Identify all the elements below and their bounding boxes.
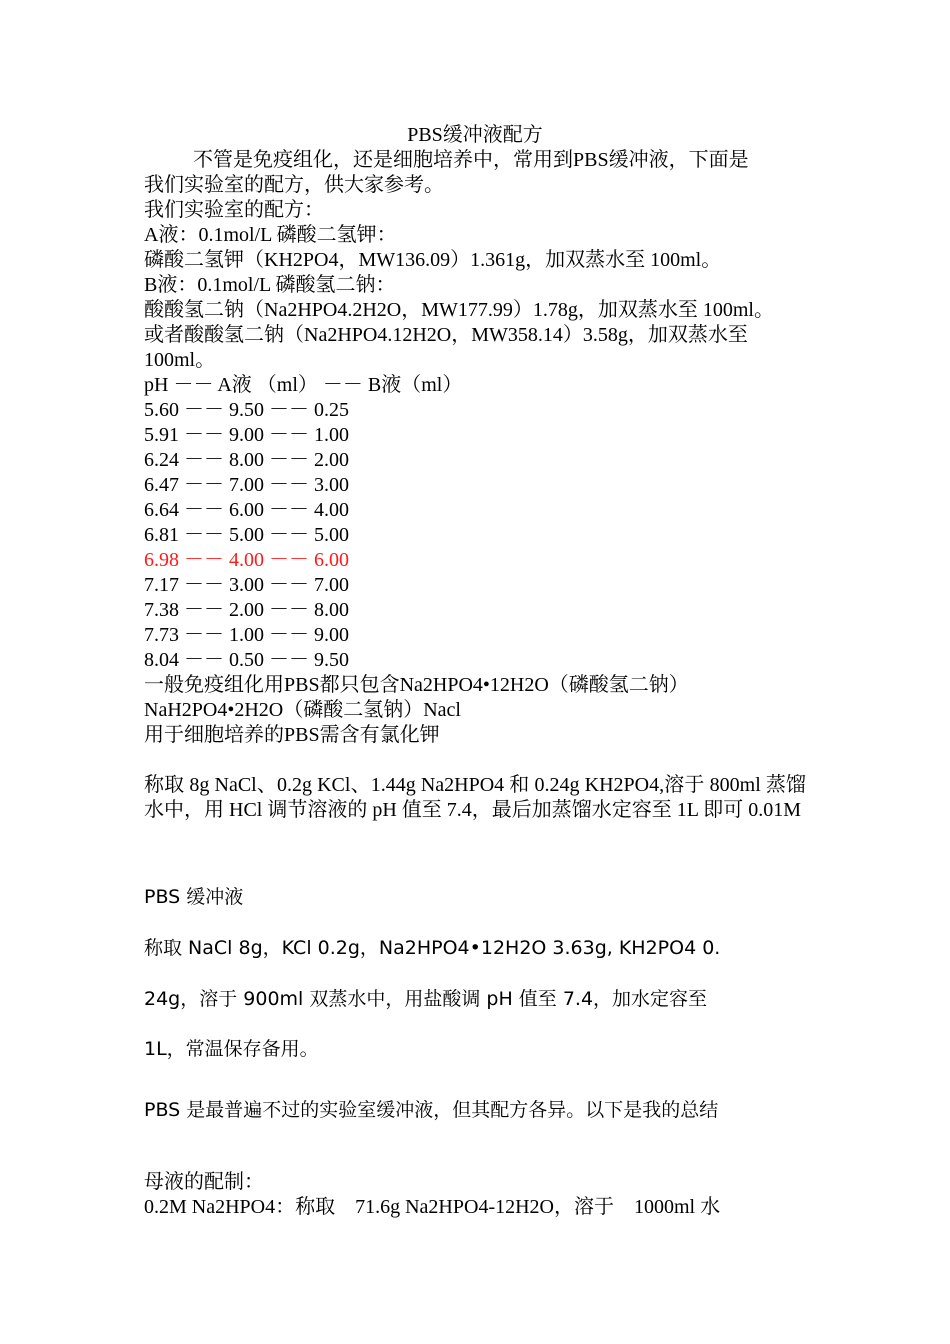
ph-table-row: 7.38 －－ 2.00 －－ 8.00: [144, 599, 349, 621]
ph-table-row-highlighted: 6.98 －－ 4.00 －－ 6.00: [144, 549, 349, 571]
pbs-recipe-line-2: 24g，溶于 900ml 双蒸水中，用盐酸调 pH 值至 7.4，加水定容至: [144, 988, 708, 1010]
ph-table-row: 6.24 －－ 8.00 －－ 2.00: [144, 449, 349, 471]
a-solution-prep: 磷酸二氢钾（KH2PO4，MW136.09）1.361g，加双蒸水至 100ml。: [144, 249, 722, 271]
cell-culture-note: 用于细胞培养的PBS需含有氯化钾: [144, 724, 440, 746]
ph-table-row: 7.73 －－ 1.00 －－ 9.00: [144, 624, 349, 646]
b-solution-prep-1: 酸酸氢二钠（Na2HPO4.2H2O，MW177.99）1.78g，加双蒸水至 100ml。: [144, 299, 774, 321]
b-solution-prep-2: 或者酸酸氢二钠（Na2HPO4.12H2O，MW358.14）3.58g，加双蒸水至: [144, 324, 748, 346]
pbs-recipe-line-3: 1L，常温保存备用。: [144, 1038, 319, 1060]
stock-solution-line: 0.2M Na2HPO4：称取 71.6g Na2HPO4-12H2O，溶于 1000ml 水: [144, 1196, 721, 1218]
b-solution-label: B液：0.1mol/L 磷酸氢二钠：: [144, 274, 396, 296]
immuno-note-line-2: NaH2PO4•2H2O（磷酸二氢钠）Nacl: [144, 699, 461, 721]
ph-table-row: 6.81 －－ 5.00 －－ 5.00: [144, 524, 349, 546]
pbs-recipe-line-1: 称取 NaCl 8g，KCl 0.2g，Na2HPO4•12H2O 3.63g, KH2PO4 0.: [144, 937, 721, 959]
ph-table-row: 6.47 －－ 7.00 －－ 3.00: [144, 474, 349, 496]
stock-solution-heading: 母液的配制：: [144, 1171, 264, 1193]
ph-table-row: 5.60 －－ 9.50 －－ 0.25: [144, 399, 349, 421]
ph-table-row: 5.91 －－ 9.00 －－ 1.00: [144, 424, 349, 446]
ph-table-row: 7.17 －－ 3.00 －－ 7.00: [144, 574, 349, 596]
document-title: PBS缓冲液配方: [407, 124, 543, 146]
weigh-paragraph: 称取 8g NaCl、0.2g KCl、1.44g Na2HPO4 和 0.24g KH2PO4,溶于 800ml 蒸馏水中，用 HCl 调节溶液的 pH 值至 7.4，最后加蒸馏水定容至 1L 即可 0.01M: [144, 774, 806, 821]
a-solution-label: A液：0.1mol/L 磷酸二氢钾：: [144, 224, 397, 246]
ph-table-row: 8.04 －－ 0.50 －－ 9.50: [144, 649, 349, 671]
intro-line-cont: 我们实验室的配方，供大家参考。: [144, 174, 444, 196]
immuno-note-line-1: 一般免疫组化用PBS都只包含Na2HPO4•12H2O（磷酸氢二钠）: [144, 674, 689, 696]
b-solution-prep-2-cont: 100ml。: [144, 349, 216, 371]
pbs-buffer-heading: PBS 缓冲液: [144, 886, 244, 908]
ph-table-header: pH －－ A液 （ml） －－ B液（ml）: [144, 374, 463, 396]
ph-table-row: 6.64 －－ 6.00 －－ 4.00: [144, 499, 349, 521]
our-recipe-heading: 我们实验室的配方：: [144, 199, 324, 221]
summary-line: PBS 是最普遍不过的实验室缓冲液，但其配方各异。以下是我的总结: [144, 1099, 719, 1121]
intro-line: 不管是免疫组化，还是细胞培养中，常用到PBS缓冲液，下面是: [193, 149, 749, 171]
